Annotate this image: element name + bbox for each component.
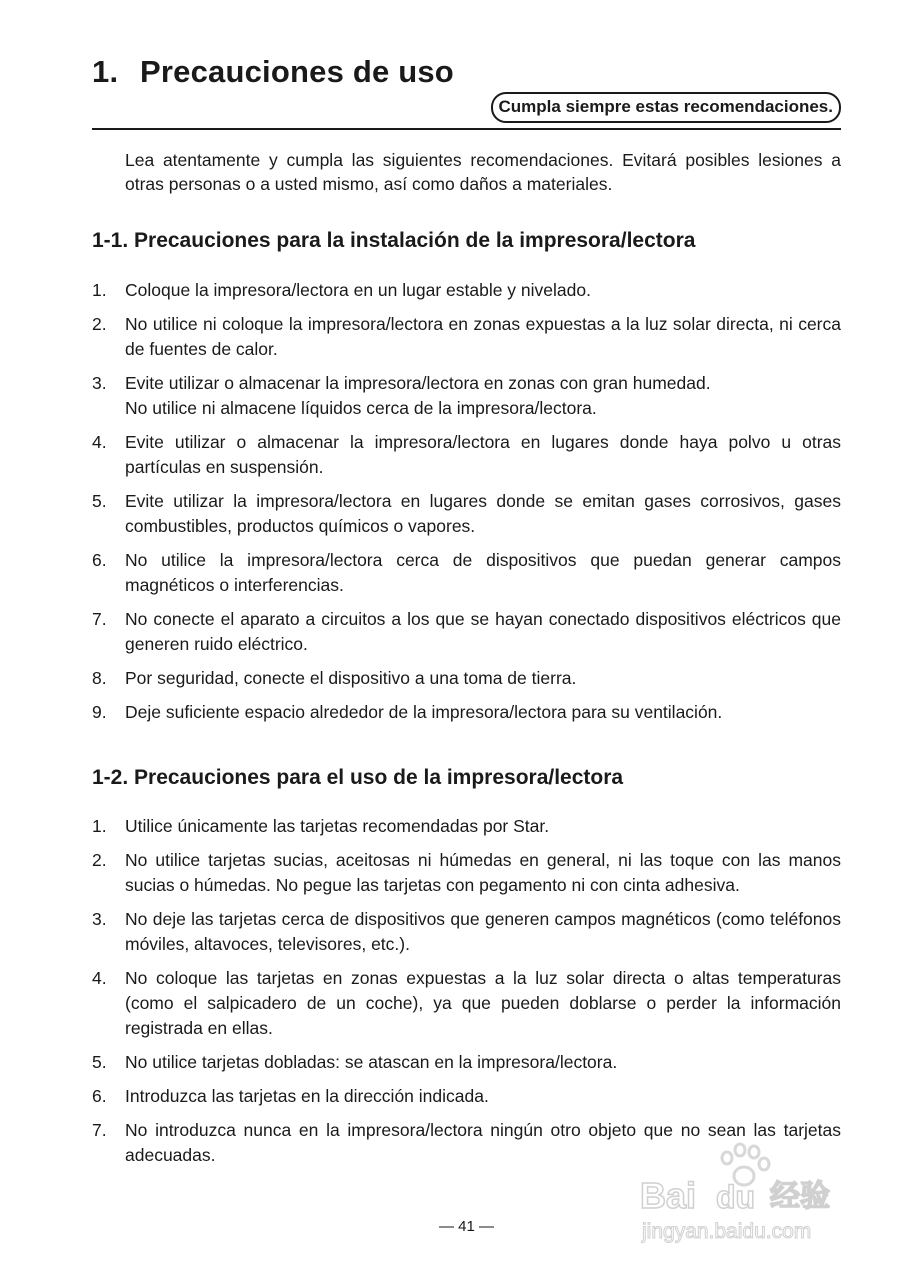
page-title bbox=[92, 52, 454, 92]
item-text: Por seguridad, conecte el dispositivo a una toma de tierra. bbox=[125, 668, 577, 688]
item-number: 3. bbox=[92, 373, 107, 393]
item-text: Evite utilizar o almacenar la impresora/lectora en zonas con gran humedad. bbox=[125, 373, 711, 393]
item-text: Evite utilizar o almacenar la impresora/lectora en lugares donde haya polvo u otras partículas en suspensión. bbox=[125, 432, 841, 477]
item-number: 9. bbox=[92, 702, 107, 722]
list-item bbox=[92, 700, 841, 725]
page-number: — 41 — bbox=[438, 1218, 495, 1235]
item-text: Utilice únicamente las tarjetas recomendadas por Star. bbox=[125, 816, 550, 836]
list-item bbox=[92, 1084, 841, 1109]
item-number: 3. bbox=[92, 909, 107, 929]
document-page bbox=[92, 0, 841, 1280]
list-item bbox=[92, 430, 841, 480]
item-number: 7. bbox=[92, 1120, 107, 1140]
usage-precautions-list bbox=[92, 814, 841, 1177]
list-item bbox=[92, 607, 841, 657]
header-rule bbox=[92, 128, 841, 130]
item-number: 2. bbox=[92, 314, 107, 334]
item-number: 7. bbox=[92, 609, 107, 629]
section-number: 1. bbox=[92, 54, 119, 89]
watermark-url: jingyan.baidu.com bbox=[642, 1220, 812, 1243]
list-item bbox=[92, 1050, 841, 1075]
item-number: 6. bbox=[92, 1086, 107, 1106]
item-number: 8. bbox=[92, 668, 107, 688]
item-text: Deje suficiente espacio alrededor de la impresora/lectora para su ventilación. bbox=[125, 702, 723, 722]
item-number: 5. bbox=[92, 1052, 107, 1072]
list-item bbox=[92, 666, 841, 691]
item-text: No utilice la impresora/lectora cerca de dispositivos que puedan generar campos magnéticos o interferencias. bbox=[125, 550, 841, 595]
baidu-watermark-logo bbox=[632, 1140, 857, 1250]
item-text: No utilice ni coloque la impresora/lectora en zonas expuestas a la luz solar directa, ni cerca de fuentes de calor. bbox=[125, 314, 841, 359]
item-number: 4. bbox=[92, 968, 107, 988]
list-item bbox=[92, 848, 841, 898]
watermark-brand-b: du bbox=[716, 1179, 756, 1215]
item-number: 6. bbox=[92, 550, 107, 570]
item-number: 4. bbox=[92, 432, 107, 452]
watermark-brand-a: Bai bbox=[640, 1175, 697, 1216]
item-text: No coloque las tarjetas en zonas expuestas a la luz solar directa o altas temperaturas (como el salpicadero de un coche), ya que pueden doblarse o perder la información registrada en ellas. bbox=[125, 968, 841, 1038]
subsection-2-title: 1-2. Precauciones para el uso de la impresora/lectora bbox=[92, 766, 624, 789]
list-item bbox=[92, 278, 841, 303]
watermark-brand-cn: 经验 bbox=[770, 1179, 830, 1214]
item-text: Coloque la impresora/lectora en un lugar estable y nivelado. bbox=[125, 280, 591, 300]
recommendation-badge: Cumpla siempre estas recomendaciones. bbox=[491, 92, 841, 123]
list-item bbox=[92, 548, 841, 598]
subsection-1-title: 1-1. Precauciones para la instalación de la impresora/lectora bbox=[92, 229, 696, 252]
list-item bbox=[92, 814, 841, 839]
list-item bbox=[92, 489, 841, 539]
item-number: 1. bbox=[92, 816, 107, 836]
list-item bbox=[92, 312, 841, 362]
item-text: Evite utilizar la impresora/lectora en lugares donde se emitan gases corrosivos, gases combustibles, productos químicos o vapores. bbox=[125, 491, 841, 536]
item-text: No deje las tarjetas cerca de dispositivos que generen campos magnéticos (como teléfonos móviles, altavoces, televisores, etc.). bbox=[125, 909, 841, 954]
list-item bbox=[92, 371, 841, 421]
section-title: Precauciones de uso bbox=[140, 54, 454, 89]
list-item bbox=[92, 907, 841, 957]
item-number: 1. bbox=[92, 280, 107, 300]
item-text-secondary: No utilice ni almacene líquidos cerca de la impresora/lectora. bbox=[125, 398, 597, 418]
item-text: Introduzca las tarjetas en la dirección indicada. bbox=[125, 1086, 489, 1106]
item-text: No conecte el aparato a circuitos a los que se hayan conectado dispositivos eléctricos que generen ruido eléctrico. bbox=[125, 609, 841, 654]
item-number: 2. bbox=[92, 850, 107, 870]
intro-paragraph: Lea atentamente y cumpla las siguientes recomendaciones. Evitará posibles lesiones a otras personas o a usted mismo, así como daños a materiales. bbox=[125, 150, 841, 194]
item-text: No utilice tarjetas dobladas: se atascan en la impresora/lectora. bbox=[125, 1052, 618, 1072]
item-number: 5. bbox=[92, 491, 107, 511]
installation-precautions-list bbox=[92, 278, 841, 734]
item-text: No utilice tarjetas sucias, aceitosas ni húmedas en general, ni las toque con las manos sucias o húmedas. No pegue las tarjetas con pegamento ni con cinta adhesiva. bbox=[125, 850, 841, 895]
item-text: No introduzca nunca en la impresora/lectora ningún otro objeto que no sean las tarjetas adecuadas. bbox=[125, 1120, 841, 1165]
list-item bbox=[92, 966, 841, 1041]
